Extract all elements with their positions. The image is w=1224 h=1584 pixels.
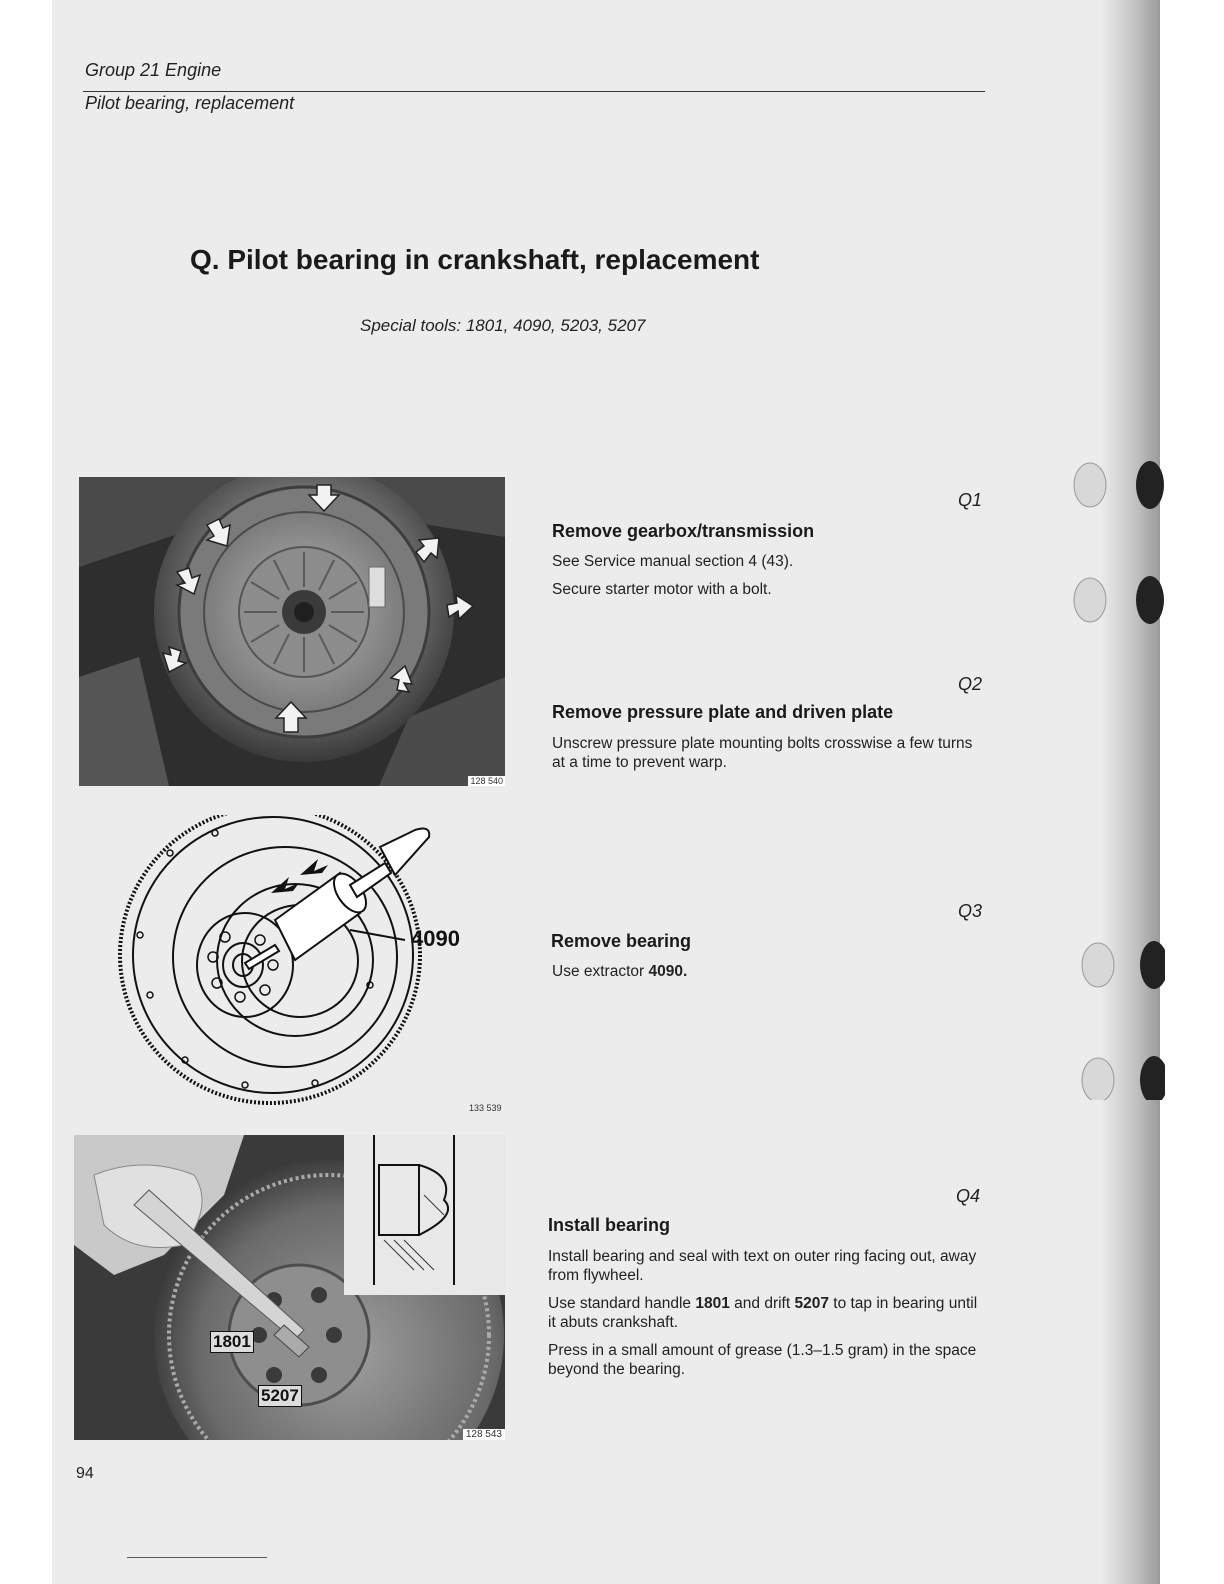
special-tools: Special tools: 1801, 4090, 5203, 5207 — [360, 316, 646, 335]
bottom-link-underline — [127, 1557, 267, 1558]
step-text: Unscrew pressure plate mounting bolts crosswise a few turns at a time to prevent warp. — [552, 735, 973, 771]
step-paragraph: Use standard handle 1801 and drift 5207 to tap in bearing until it abuts crankshaft. — [548, 1295, 978, 1331]
step-text — [548, 1247, 982, 1388]
clutch-photo-illustration — [79, 477, 505, 786]
step-id: Q2 — [958, 674, 983, 694]
scan-margin — [1160, 0, 1224, 1584]
page-number: 94 — [76, 1465, 94, 1482]
step-text — [552, 962, 982, 981]
step-id: Q4 — [956, 1186, 981, 1206]
step-id: Q1 — [958, 490, 983, 510]
step-id: Q3 — [958, 901, 983, 921]
step-title: Install bearing — [548, 1215, 671, 1235]
step-text — [552, 552, 982, 608]
drift-label: 5207 — [258, 1385, 302, 1407]
figure-number: 133 539 — [469, 1103, 502, 1113]
flywheel-extractor-drawing — [95, 815, 505, 1115]
figure-flywheel-extractor — [95, 815, 505, 1115]
tool-number: 4090. — [648, 963, 688, 980]
step-title: Remove pressure plate and driven plate — [552, 702, 894, 722]
header-rule — [83, 91, 985, 92]
figure-number: 128 540 — [470, 776, 503, 786]
step-title: Remove bearing — [551, 931, 692, 951]
step-paragraph: Press in a small amount of grease (1.3–1.5 gram) in the space beyond the bearing. — [548, 1342, 977, 1378]
extractor-label: 4090 — [411, 926, 460, 951]
header-group: Group 21 Engine — [85, 60, 222, 80]
step-title: Remove gearbox/transmission — [552, 521, 815, 541]
figure-clutch-photo — [79, 477, 505, 786]
page-title: Q. Pilot bearing in crankshaft, replacement — [190, 244, 760, 275]
step-paragraph: Install bearing and seal with text on outer ring facing out, away from flywheel. — [548, 1248, 977, 1284]
figure-install-bearing-photo — [74, 1135, 505, 1440]
binder-holes — [1070, 460, 1165, 1100]
step-text-prefix: Use extractor — [552, 963, 649, 980]
handle-label: 1801 — [210, 1331, 254, 1353]
step-line: Secure starter motor with a bolt. — [552, 581, 772, 598]
step-line: See Service manual section 4 (43). — [552, 553, 794, 570]
figure-number: 128 543 — [463, 1429, 505, 1440]
header-section: Pilot bearing, replacement — [85, 93, 295, 113]
